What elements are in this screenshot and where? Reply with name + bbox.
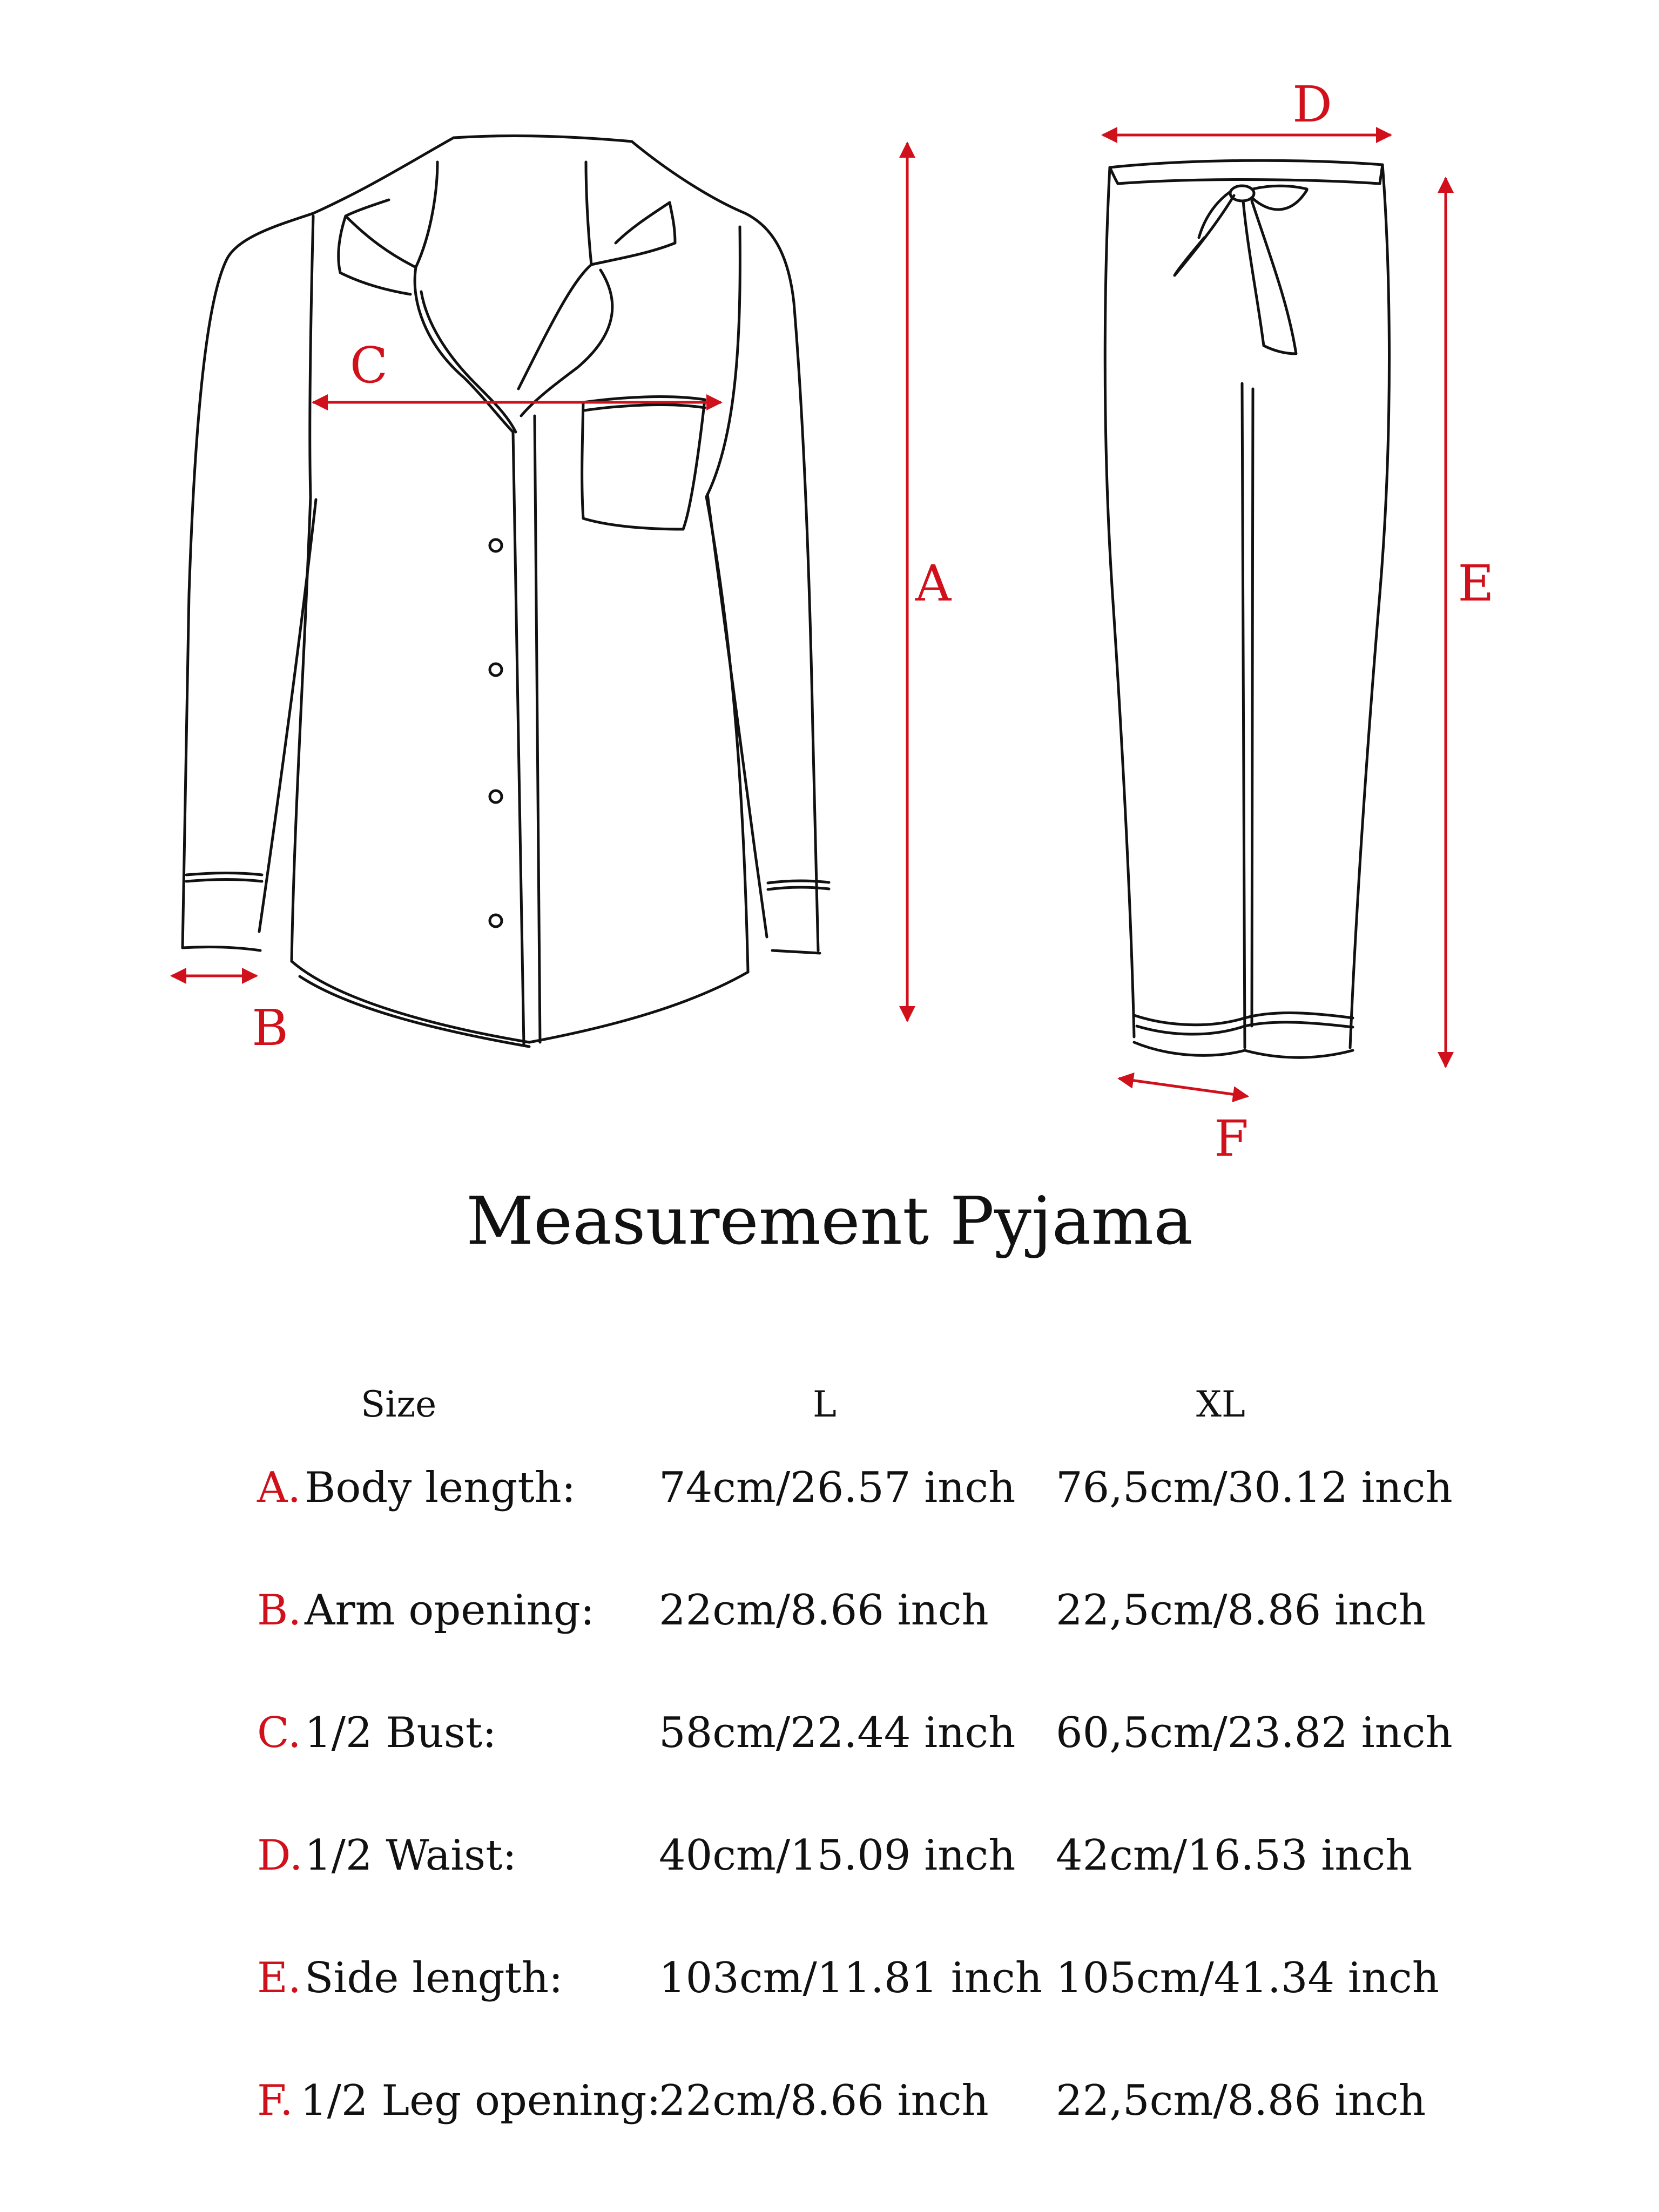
row-letter: C.	[257, 1709, 301, 1757]
arrow-f	[1119, 1078, 1247, 1096]
row-name: 1/2 Waist:	[305, 1831, 517, 1880]
label-a: A	[915, 555, 952, 612]
row-value-xl: 76,5cm/30.12 inch	[1056, 1464, 1453, 1512]
row-name: Body length:	[305, 1464, 576, 1512]
row-name: Arm opening:	[305, 1586, 595, 1635]
header-size: Size	[361, 1384, 437, 1425]
row-value-l: 103cm/11.81 inch	[659, 1954, 1042, 2002]
table-row	[0, 2076, 1659, 2141]
row-letter: A.	[257, 1464, 301, 1512]
table-row	[0, 1954, 1659, 2019]
row-value-l: 74cm/26.57 inch	[659, 1464, 1016, 1512]
row-value-xl: 60,5cm/23.82 inch	[1056, 1709, 1453, 1757]
header-l: L	[813, 1384, 837, 1425]
row-value-l: 22cm/8.66 inch	[659, 2076, 989, 2125]
row-letter: E.	[257, 1954, 301, 2002]
label-e: E	[1458, 555, 1494, 612]
row-name: 1/2 Bust:	[305, 1709, 497, 1757]
row-value-xl: 22,5cm/8.86 inch	[1056, 2076, 1426, 2125]
table-row	[0, 1464, 1659, 1528]
row-value-xl: 22,5cm/8.86 inch	[1056, 1586, 1426, 1635]
pants-drawing	[1105, 160, 1389, 1057]
header-xl: XL	[1196, 1384, 1245, 1425]
row-name: Side length:	[305, 1954, 563, 2002]
table-row	[0, 1586, 1659, 1651]
label-b: B	[252, 999, 288, 1057]
label-c: C	[349, 336, 388, 394]
row-letter: B.	[257, 1586, 302, 1635]
row-value-l: 22cm/8.66 inch	[659, 1586, 989, 1635]
row-value-l: 40cm/15.09 inch	[659, 1831, 1016, 1880]
row-value-xl: 105cm/41.34 inch	[1056, 1954, 1439, 2002]
row-letter: D.	[257, 1831, 303, 1880]
label-d: D	[1292, 76, 1332, 133]
row-value-l: 58cm/22.44 inch	[659, 1709, 1016, 1757]
table-row	[0, 1709, 1659, 1773]
table-row	[0, 1831, 1659, 1896]
label-f: F	[1214, 1110, 1249, 1168]
page-title: Measurement Pyjama	[466, 1183, 1193, 1259]
row-letter: F.	[257, 2076, 293, 2125]
row-value-xl: 42cm/16.53 inch	[1056, 1831, 1413, 1880]
shirt-drawing	[183, 136, 829, 1047]
row-name: 1/2 Leg opening:	[300, 2076, 661, 2125]
